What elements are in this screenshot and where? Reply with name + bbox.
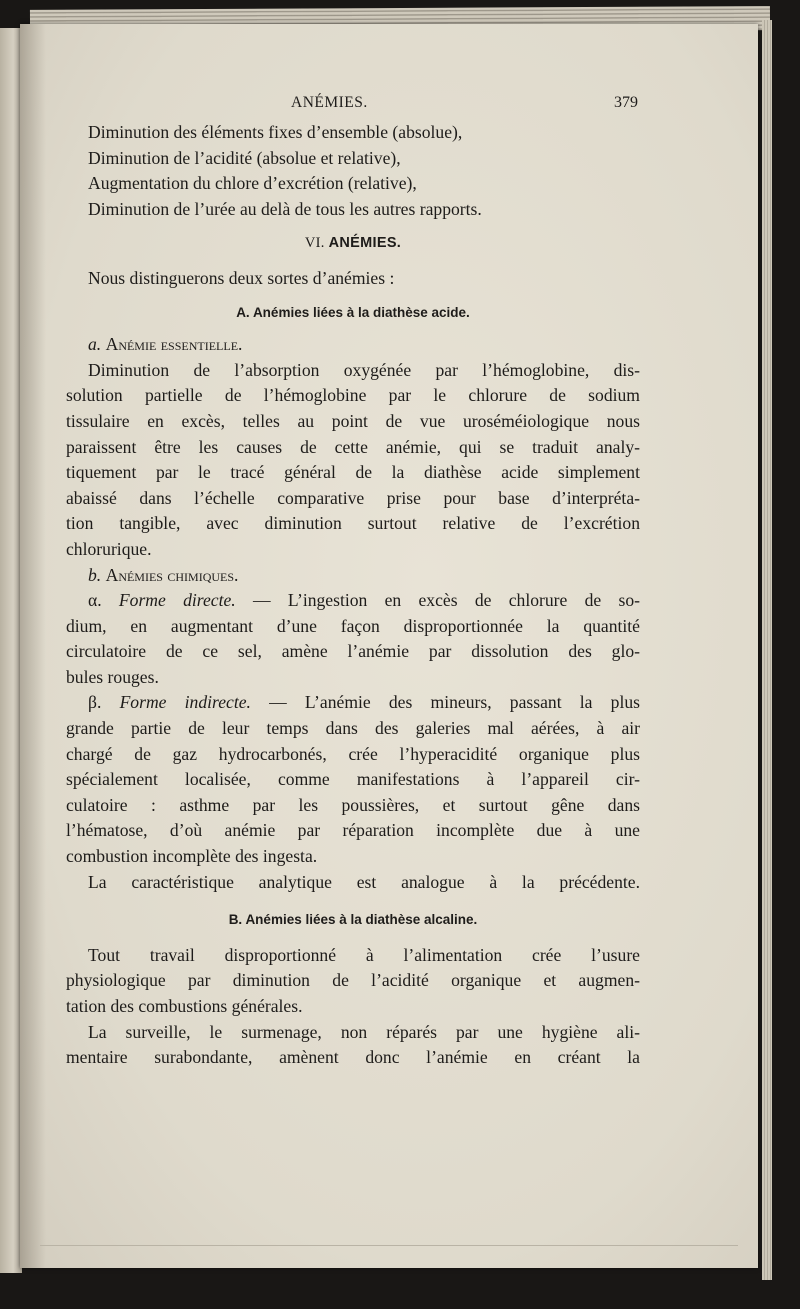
text-line: spécialement localisée, comme manifestations à l’appareil cir-: [66, 769, 640, 790]
subsection-heading-a: [66, 300, 640, 326]
beta-title: Forme indirecte.: [119, 692, 251, 713]
text-line: physiologique par diminution de l’acidité organique et augmen-: [66, 970, 640, 991]
item-heading-b: [66, 563, 640, 589]
item-heading-a: [66, 332, 640, 358]
subsection-heading-b: [66, 907, 640, 933]
text-line: Augmentation du chlore d’excrétion (relative),: [88, 173, 417, 194]
text-line: solution partielle de l’hémoglobine par le chlorure de sodium: [66, 385, 640, 406]
text-line: circulatoire de ce sel, amène l’anémie par dissolution des glo-: [66, 641, 640, 662]
subsection-title: Anémies liées à la diathèse alcaline.: [245, 912, 478, 928]
page-number: 379: [614, 94, 638, 111]
text-line: tion tangible, avec diminution surtout relative de l’excrétion: [66, 513, 640, 534]
text-line: tiquement par le tracé général de la diathèse acide simplement: [66, 462, 640, 483]
analog-line: La caractéristique analytique est analogue à la précédente.: [88, 871, 640, 892]
text-line: dium, en augmentant d’une façon disproportionnée la quantité: [66, 615, 640, 636]
text-line: l’hématose, d’où anémie par réparation incomplète due à une: [66, 820, 640, 841]
paragraph-alkaline-2: [66, 1020, 640, 1071]
text-line: [66, 690, 640, 716]
item-title: Anémie essentielle.: [105, 334, 243, 355]
text-line: culatoire : asthme par les poussières, et surtout gêne dans: [66, 794, 640, 815]
subsection-title: Anémies liées à la diathèse acide.: [252, 304, 470, 320]
alpha-marker: α.: [88, 590, 102, 611]
item-marker: a.: [88, 334, 102, 355]
page-stack-side: [762, 20, 772, 1280]
text-line: chlorurique.: [66, 538, 152, 559]
text-line: chargé de gaz hydrocarbonés, crée l’hyperacidité organique plus: [66, 743, 640, 764]
alpha-text: — L’ingestion en excès de chlorure de so-: [235, 590, 640, 611]
text-line: combustion incomplète des ingesta.: [66, 846, 318, 867]
text-line: La surveille, le surmenage, non réparés par une hygiène ali-: [88, 1021, 640, 1042]
page-bottom-rule: [40, 1245, 738, 1246]
alpha-title: Forme directe.: [118, 590, 236, 611]
item-marker: b.: [88, 564, 102, 585]
text-line: [66, 588, 640, 614]
paragraph-essential: [66, 358, 640, 563]
text-line: mentaire surabondante, amènent donc l’anémie en créant la: [66, 1047, 640, 1068]
text-line: grande partie de leur temps dans des galeries mal aérées, à air: [66, 718, 640, 739]
text-line: Diminution des éléments fixes d’ensemble (absolue),: [88, 122, 463, 142]
text-line: tissulaire en excès, telles au point de vue uroséméiologique nous: [66, 410, 640, 431]
item-title: Anémies chimiques.: [105, 564, 239, 585]
section-heading: [66, 231, 640, 257]
running-title: ANÉMIES.: [291, 94, 368, 111]
paragraph-alkaline-1: [66, 943, 640, 1020]
text-line: Diminution de l’urée au delà de tous les autres rapports.: [88, 198, 482, 219]
beta-marker: β.: [88, 692, 102, 713]
text-line: Diminution de l’acidité (absolue et relative),: [88, 147, 401, 168]
intro-line: Nous distinguerons deux sortes d’anémies :: [88, 267, 395, 288]
section-title: ANÉMIES.: [328, 235, 402, 252]
paragraph-indirect-form: [66, 690, 640, 869]
text-line: tation des combustions générales.: [66, 996, 303, 1016]
text-line: abaissé dans l’échelle comparative prise pour base d’interpréta-: [66, 487, 640, 508]
paragraph-direct-form: [66, 588, 640, 690]
subsection-letter: B.: [228, 912, 243, 928]
text-line: bules rouges.: [66, 666, 159, 687]
previous-page-edge: [0, 28, 22, 1273]
running-header: [66, 90, 640, 120]
page-text: [66, 90, 640, 1071]
section-number: VI.: [304, 235, 325, 252]
subsection-letter: A.: [236, 304, 250, 320]
text-line: paraissent être les causes de cette anémie, qui se traduit analy-: [66, 436, 640, 457]
beta-text: — L’anémie des mineurs, passant la plus: [250, 692, 640, 713]
text-line: Diminution de l’absorption oxygénée par l’hémoglobine, dis-: [88, 359, 640, 380]
text-line: Tout travail disproportionné à l’alimentation crée l’usure: [88, 944, 640, 965]
gutter-shadow: [20, 24, 46, 1268]
